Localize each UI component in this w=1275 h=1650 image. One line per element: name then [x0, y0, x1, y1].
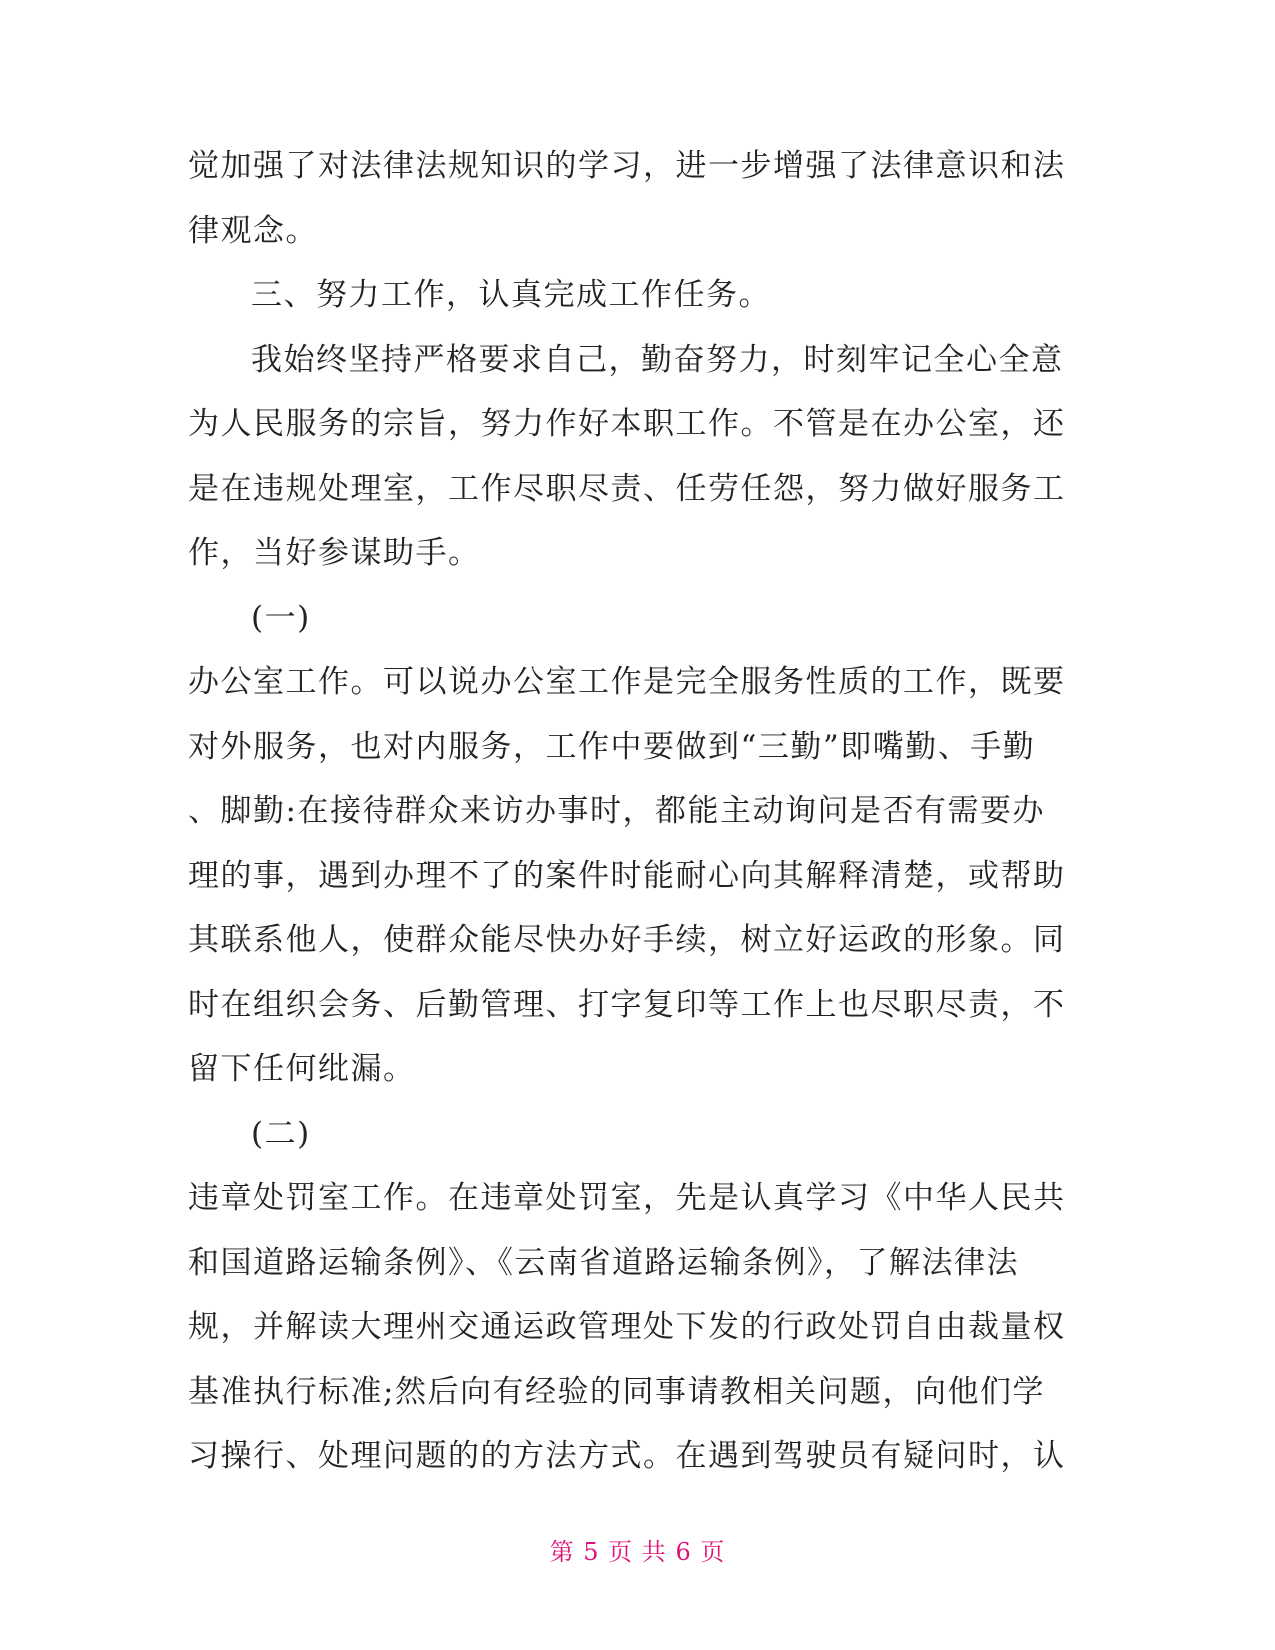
text-line: 违章处罚室工作。在违章处罚室，先是认真学习《中华人民共: [188, 1180, 1066, 1216]
text-line: (一): [251, 599, 311, 636]
text-line: 习操行、处理问题的的方法方式。在遇到驾驶员有疑问时，认: [188, 1438, 1066, 1474]
text-line: 办公室工作。可以说办公室工作是完全服务性质的工作，既要: [188, 664, 1066, 700]
text-line: 基准执行标准;然后向有经验的同事请教相关问题，向他们学: [188, 1373, 1045, 1410]
page-number-label: 第 5 页 共 6 页: [549, 1538, 726, 1566]
text-line: 作，当好参谋助手。: [188, 535, 481, 571]
text-line: 律观念。: [188, 212, 318, 249]
text-line: 我始终坚持严格要求自己，勤奋努力，时刻牢记全心全意: [251, 341, 1064, 378]
text-line: 是在违规处理室，工作尽职尽责、任劳任怨，努力做好服务工: [188, 470, 1066, 507]
text-line: 为人民服务的宗旨，努力作好本职工作。不管是在办公室，还: [188, 406, 1066, 442]
text-line: 和国道路运输条例》、《云南省道路运输条例》，了解法律法: [188, 1244, 1019, 1281]
text-line: 对外服务，也对内服务，工作中要做到“三勤”即嘴勤、手勤: [188, 728, 1036, 765]
page-footer: [0, 1532, 1275, 1567]
text-line: 三、努力工作，认真完成工作任务。: [251, 277, 771, 313]
text-line: 其联系他人，使群众能尽快办好手续，树立好运政的形象。同: [188, 922, 1066, 958]
text-line: 觉加强了对法律法规知识的学习，进一步增强了法律意识和法: [188, 148, 1066, 184]
body-text: [188, 134, 1088, 1489]
text-line: 规，并解读大理州交通运政管理处下发的行政处罚自由裁量权: [188, 1309, 1066, 1345]
text-line: (二): [251, 1115, 311, 1152]
text-line: 时在组织会务、后勤管理、打字复印等工作上也尽职尽责，不: [188, 986, 1066, 1023]
text-line: 留下任何纰漏。: [188, 1051, 416, 1087]
text-line: 、脚勤:在接待群众来访办事时，都能主动询问是否有需要办: [188, 793, 1045, 829]
text-line: 理的事，遇到办理不了的案件时能耐心向其解释清楚，或帮助: [188, 857, 1066, 894]
